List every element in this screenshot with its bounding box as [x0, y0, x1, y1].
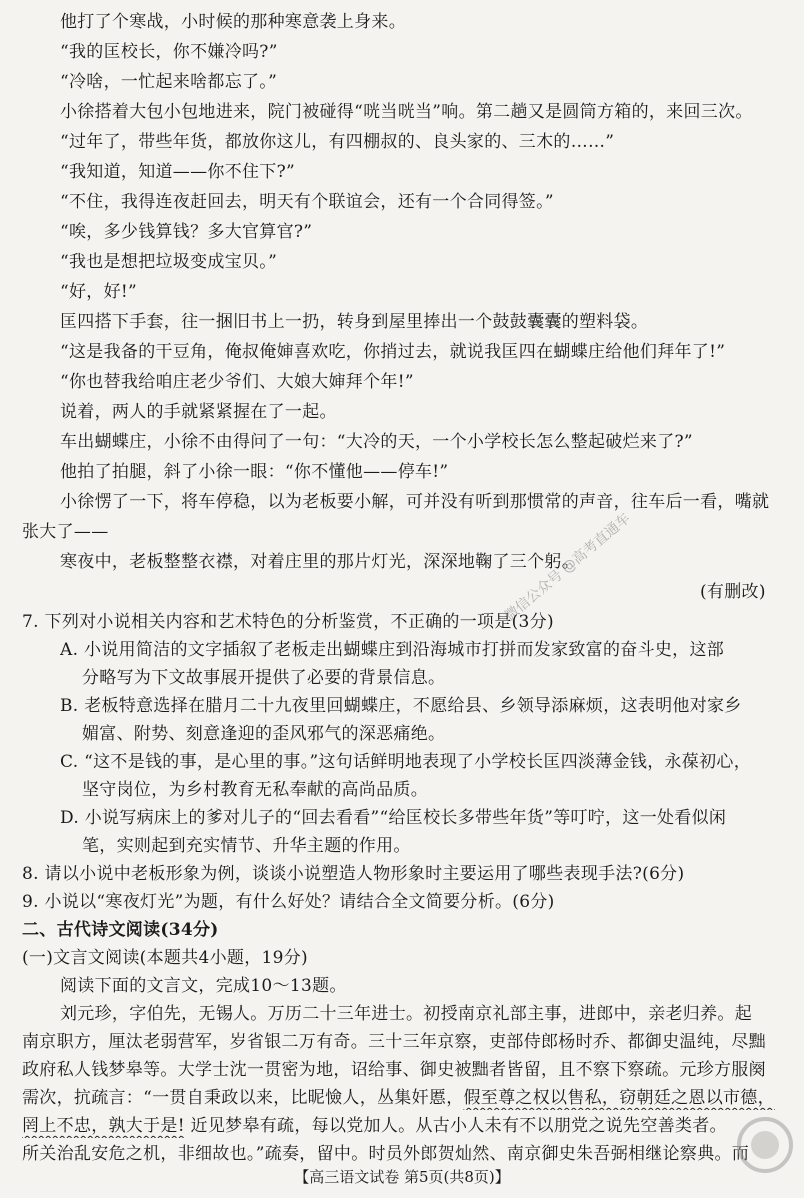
story-paragraph: “好，好!” — [60, 282, 138, 302]
story-paragraph: 匡四搭下手套，往一捆旧书上一扔，转身到屋里捧出一个鼓鼓囊囊的塑料袋。 — [60, 312, 649, 332]
story-paragraph: “我知道，知道——你不住下?” — [60, 162, 295, 182]
section-title: 二、古代诗文阅读(34分) — [22, 920, 219, 940]
option-a-cont: 分略写为下文故事展开提供了必要的背景信息。 — [82, 668, 446, 688]
story-paragraph: “这是我备的干豆角，俺叔俺婶喜欢吃，你捎过去，就说我匡四在蝴蝶庄给他们拜年了!” — [60, 342, 726, 362]
option-c: C. “这不是钱的事，是心里的事。”这句话鲜明地表现了小学校长匡四淡薄金钱，永葆初心， — [60, 752, 751, 772]
option-c-cont: 坚守岗位，为乡村教育无私奉献的高尚品质。 — [82, 780, 428, 800]
story-paragraph: “过年了，带些年货，都放你这儿，有四棚叔的、良头家的、三木的……” — [60, 132, 615, 152]
story-paragraph: 张大了—— — [22, 522, 109, 542]
classical-text-line: 所关治乱安危之机，非细故也。”疏奏，留中。时员外郎贺灿然、南京御史朱吾弼相继论察典。而 — [22, 1144, 750, 1164]
option-b: B. 老板特意选择在腊月二十九夜里回蝴蝶庄，不愿给县、乡领导添麻烦，这表明他对家乡 — [60, 696, 742, 716]
classical-text-line — [22, 1114, 727, 1138]
story-paragraph: “唉，多少钱算钱？多大官算官?” — [60, 222, 313, 242]
story-paragraph: “冷啥，一忙起来啥都忘了。” — [60, 72, 278, 92]
underlined-sentence: 假至尊之权以售私，窃朝廷之恩以市德， — [463, 1088, 775, 1108]
story-paragraph: 他拍了拍腿，斜了小徐一眼：“你不懂他——停车!” — [60, 462, 449, 482]
story-paragraph: “不住，我得连夜赶回去，明天有个联谊会，还有一个合同得签。” — [60, 192, 554, 212]
reading-instruction: 阅读下面的文言文，完成10～13题。 — [60, 976, 347, 996]
option-d-cont: 笔，实则起到充实情节、升华主题的作用。 — [82, 836, 411, 856]
question-7-stem: 7. 下列对小说相关内容和艺术特色的分析鉴赏，不正确的一项是(3分) — [22, 612, 554, 632]
story-paragraph: 他打了个寒战，小时候的那种寒意袭上身来。 — [60, 12, 406, 32]
option-d: D. 小说写病床上的爹对儿子的“回去看看”“给匡校长多带些年货”等叮咛，这一处看似闲 — [60, 808, 727, 828]
option-b-cont: 媚富、附势、刻意逢迎的歪风邪气的深恶痛绝。 — [82, 724, 446, 744]
story-paragraph: 小徐搭着大包小包地进来，院门被碰得“咣当咣当”响。第二趟又是圆筒方箱的，来回三次。 — [60, 102, 753, 122]
classical-text-line: 政府私人钱梦皋等。大学士沈一贯密为地，诏给事、御史被黜者皆留，且不察下察疏。元珍方服阕 — [22, 1060, 766, 1080]
story-paragraph: 车出蝴蝶庄，小徐不由得问了一句：“大冷的天，一个小学校长怎么整起破烂来了?” — [60, 432, 693, 452]
page-footer: 【高三语文试卷 第5页(共8页)】 — [294, 1168, 510, 1186]
underlined-sentence: 罔上不忠，孰大于是! — [22, 1116, 185, 1136]
classical-text-line: 南京职方，厘汰老弱营军，岁省银二万有奇。三十三年京察，吏部侍郎杨时乔、都御史温纯，尽黜 — [22, 1032, 766, 1052]
watermark: 微信公众号 @高考直通车 — [501, 510, 634, 625]
site-logo — [640, 1105, 800, 1195]
edit-note: (有删改) — [700, 582, 766, 602]
classical-text-line: 刘元珍，字伯先，无锡人。万历二十三年进士。初授南京礼部主事，进郎中，亲老归养。起 — [60, 1004, 752, 1024]
option-a: A. 小说用简洁的文字插叙了老板走出蝴蝶庄到沿海城市打拼而发家致富的奋斗史，这部 — [60, 640, 725, 660]
classical-text-segment: 需次，抗疏言：“一贯自秉政以来，比昵憸人，丛集奸慝， — [22, 1088, 464, 1108]
classical-text-segment: 近见梦皋有疏，每以党加人。从古小人未有不以朋党之说先空善类者。 — [184, 1116, 727, 1136]
question-9: 9. 小说以“寒夜灯光”为题，有什么好处？请结合全文简要分析。(6分) — [22, 892, 555, 912]
story-paragraph: “我的匡校长，你不嫌冷吗?” — [60, 42, 278, 62]
story-paragraph: 小徐愣了一下，将车停稳，以为老板要小解，可并没有听到那惯常的声音，往车后一看，嘴就 — [60, 492, 770, 512]
subsection-title: (一)文言文阅读(本题共4小题，19分) — [22, 948, 308, 968]
story-paragraph: “你也替我给咱庄老少爷们、大娘大婶拜个年!” — [60, 372, 414, 392]
story-paragraph: “我也是想把垃圾变成宝贝。” — [60, 252, 278, 272]
story-paragraph: 寒夜中，老板整整衣襟，对着庄里的那片灯光，深深地鞠了三个躬。 — [60, 552, 579, 572]
story-paragraph: 说着，两人的手就紧紧握在了一起。 — [60, 402, 337, 422]
question-8: 8. 请以小说中老板形象为例，谈谈小说塑造人物形象时主要运用了哪些表现手法?(6分) — [22, 864, 685, 884]
